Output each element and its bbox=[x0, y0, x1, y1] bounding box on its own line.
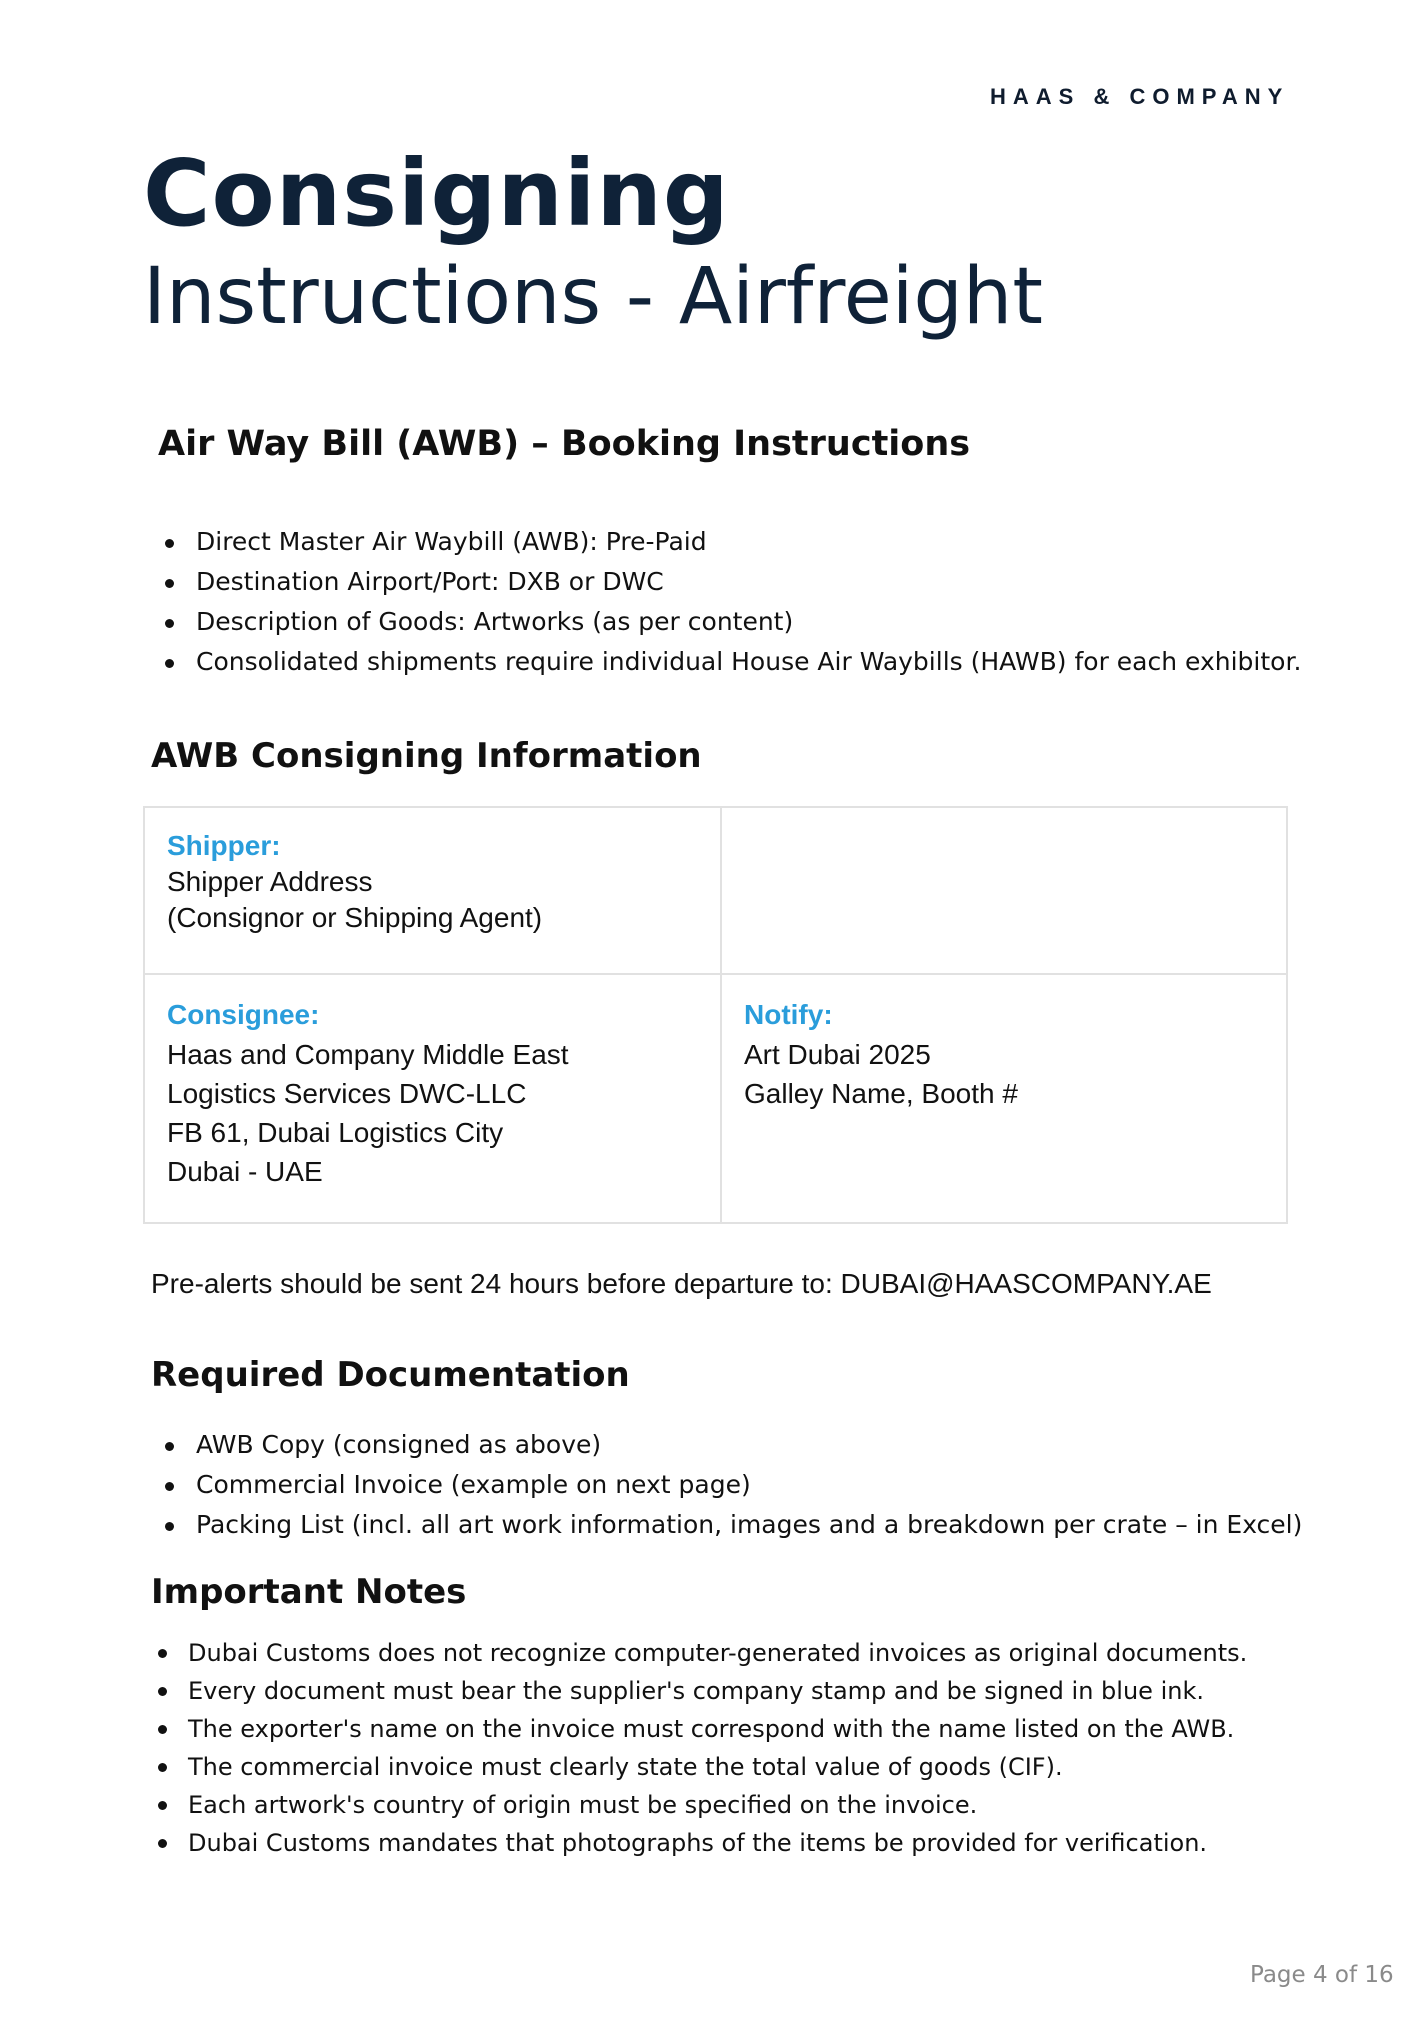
list-item: Direct Master Air Waybill (AWB): Pre-Paid bbox=[196, 524, 1301, 564]
consignee-line: FB 61, Dubai Logistics City bbox=[167, 1117, 504, 1148]
required-documentation-heading: Required Documentation bbox=[151, 1355, 630, 1395]
consignee-cell bbox=[145, 975, 722, 1222]
empty-cell bbox=[722, 808, 1286, 975]
prealert-text: Pre-alerts should be sent 24 hours before departure to: DUBAI@HAASCOMPANY.AE bbox=[151, 1268, 1212, 1299]
awb-booking-heading: Air Way Bill (AWB) – Booking Instructions bbox=[158, 424, 971, 464]
list-item: Description of Goods: Artworks (as per content) bbox=[196, 604, 1301, 644]
list-item: AWB Copy (consigned as above) bbox=[196, 1427, 1302, 1467]
shipper-line: (Consignor or Shipping Agent) bbox=[167, 902, 543, 933]
important-notes-heading: Important Notes bbox=[151, 1572, 467, 1612]
consignee-line: Dubai - UAE bbox=[167, 1156, 323, 1187]
list-item: Destination Airport/Port: DXB or DWC bbox=[196, 564, 1301, 604]
consignee-line: Logistics Services DWC-LLC bbox=[167, 1078, 527, 1109]
notify-label: Notify: bbox=[744, 999, 833, 1030]
consigning-info-table bbox=[143, 806, 1288, 1224]
important-notes-list bbox=[188, 1636, 1247, 1864]
shipper-cell bbox=[145, 808, 722, 975]
consignee-label: Consignee: bbox=[167, 999, 320, 1030]
page-subtitle: Instructions - Airfreight bbox=[143, 252, 1043, 342]
notify-line: Art Dubai 2025 bbox=[744, 1039, 931, 1070]
list-item: Dubai Customs mandates that photographs of the items be provided for verification. bbox=[188, 1826, 1247, 1864]
awb-booking-list bbox=[196, 524, 1301, 684]
page-number: Page 4 of 16 bbox=[1250, 1962, 1394, 1988]
awb-consigning-heading: AWB Consigning Information bbox=[151, 736, 702, 776]
list-item: Commercial Invoice (example on next page) bbox=[196, 1467, 1302, 1507]
list-item: The exporter's name on the invoice must correspond with the name listed on the AWB. bbox=[188, 1712, 1247, 1750]
list-item: Each artwork's country of origin must be specified on the invoice. bbox=[188, 1788, 1247, 1826]
consignee-line: Haas and Company Middle East bbox=[167, 1039, 569, 1070]
list-item: Every document must bear the supplier's company stamp and be signed in blue ink. bbox=[188, 1674, 1247, 1712]
shipper-label: Shipper: bbox=[167, 830, 281, 861]
list-item: Consolidated shipments require individual House Air Waybills (HAWB) for each exhibitor. bbox=[196, 644, 1301, 684]
brand-logo-text: HAAS & COMPANY bbox=[990, 84, 1290, 109]
notify-line: Galley Name, Booth # bbox=[744, 1078, 1018, 1109]
page-title: Consigning bbox=[143, 140, 730, 247]
list-item: Packing List (incl. all art work information, images and a breakdown per crate – in Excel) bbox=[196, 1507, 1302, 1547]
list-item: Dubai Customs does not recognize computer-generated invoices as original documents. bbox=[188, 1636, 1247, 1674]
required-documentation-list bbox=[196, 1427, 1302, 1547]
list-item: The commercial invoice must clearly state the total value of goods (CIF). bbox=[188, 1750, 1247, 1788]
shipper-line: Shipper Address bbox=[167, 866, 373, 897]
notify-cell bbox=[722, 975, 1286, 1222]
